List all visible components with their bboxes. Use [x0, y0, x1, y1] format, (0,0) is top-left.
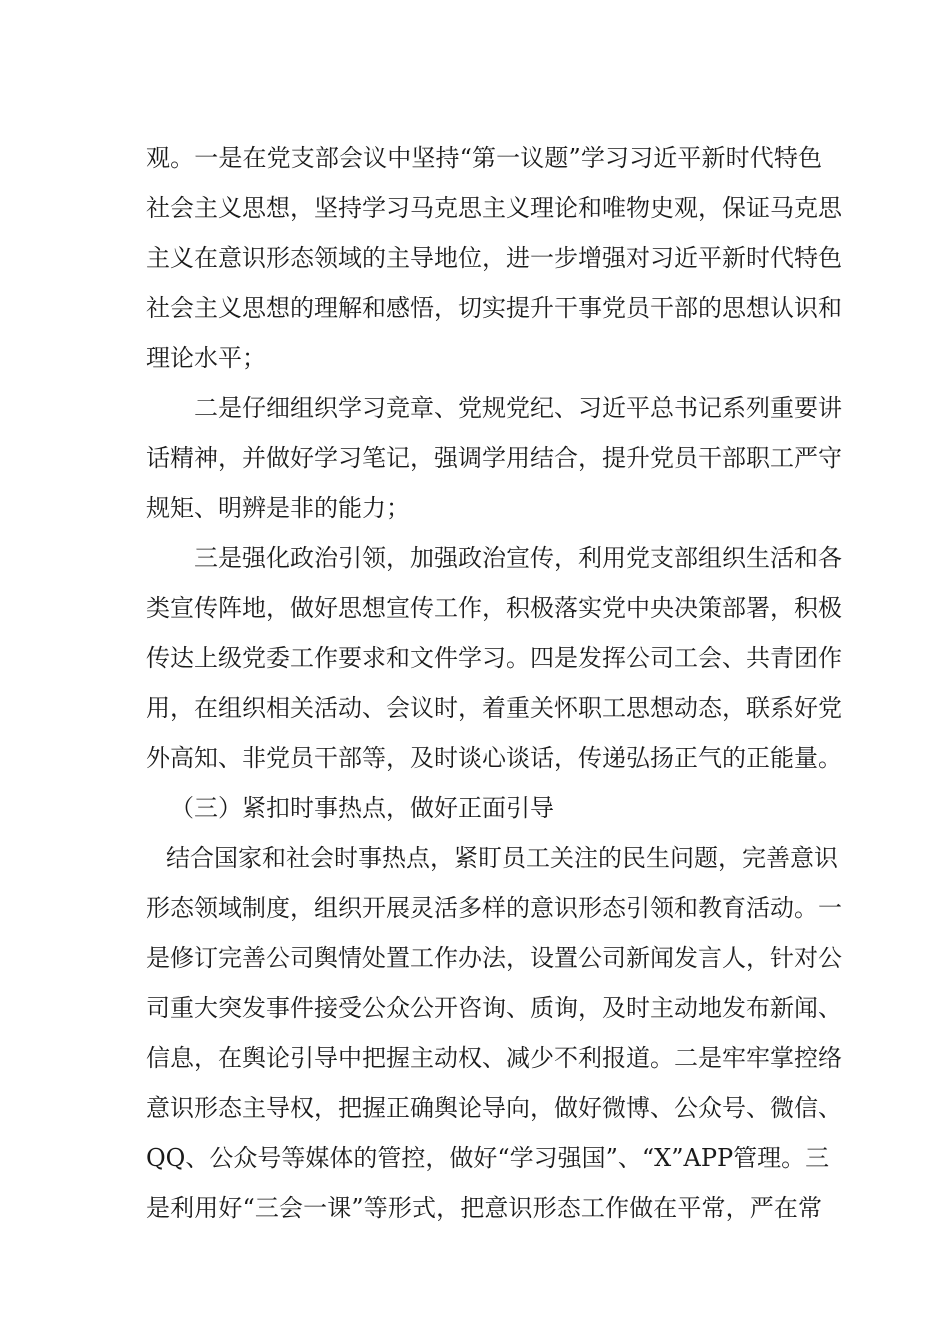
text-line: 三是强化政治引领，加强政治宣传，利用党支部组织生活和各	[194, 544, 842, 572]
text-line: 理论水平；	[146, 344, 266, 372]
text-line: 是利用好“三会一课”等形式，把意识形态工作做在平常，严在常	[146, 1194, 822, 1222]
text-line: 规矩、明辨是非的能力；	[146, 494, 410, 522]
text-line: 类宣传阵地，做好思想宣传工作，积极落实党中央决策部署，积极	[146, 594, 842, 622]
text-line: 结合国家和社会时事热点，紧盯员工关注的民生问题，完善意识	[166, 844, 838, 872]
text-line: 二是仔细组织学习竞章、党规党纪、习近平总书记系列重要讲	[194, 394, 842, 422]
text-line: 传达上级党委工作要求和文件学习。四是发挥公司工会、共青团作	[146, 644, 842, 672]
text-line: 是修订完善公司舆情处置工作办法，设置公司新闻发言人，针对公	[146, 944, 842, 972]
text-line: 用，在组织相关活动、会议时，着重关怀职工思想动态，联系好党	[146, 694, 842, 722]
text-line: 观。一是在党支部会议中坚持“第一议题”学习习近平新时代特色	[146, 144, 822, 172]
text-line: 话精神，并做好学习笔记，强调学用结合，提升党员干部职工严守	[146, 444, 842, 472]
text-line: 外高知、非党员干部等，及时谈心谈话，传递弘扬正气的正能量。	[146, 744, 842, 772]
text-line: 意识形态主导权，把握正确舆论导向，做好微博、公众号、微信、	[146, 1094, 842, 1122]
section-heading: （三）紧扣时事热点，做好正面引导	[170, 794, 554, 822]
text-line: QQ、公众号等媒体的管控，做好“学习强国”、“X”APP管理。三	[146, 1144, 830, 1172]
text-line: 信息，在舆论引导中把握主动权、减少不利报道。二是牢牢掌控络	[146, 1044, 842, 1072]
text-line: 形态领域制度，组织开展灵活多样的意识形态引领和教育活动。一	[146, 894, 842, 922]
document-body	[146, 133, 842, 1233]
text-line: 主义在意识形态领域的主导地位，进一步增强对习近平新时代特色	[146, 244, 842, 272]
text-line: 社会主义思想的理解和感悟，切实提升干事党员干部的思想认识和	[146, 294, 842, 322]
text-line: 社会主义思想，坚持学习马克思主义理论和唯物史观，保证马克思	[146, 194, 842, 222]
text-line: 司重大突发事件接受公众公开咨询、质询，及时主动地发布新闻、	[146, 994, 842, 1022]
